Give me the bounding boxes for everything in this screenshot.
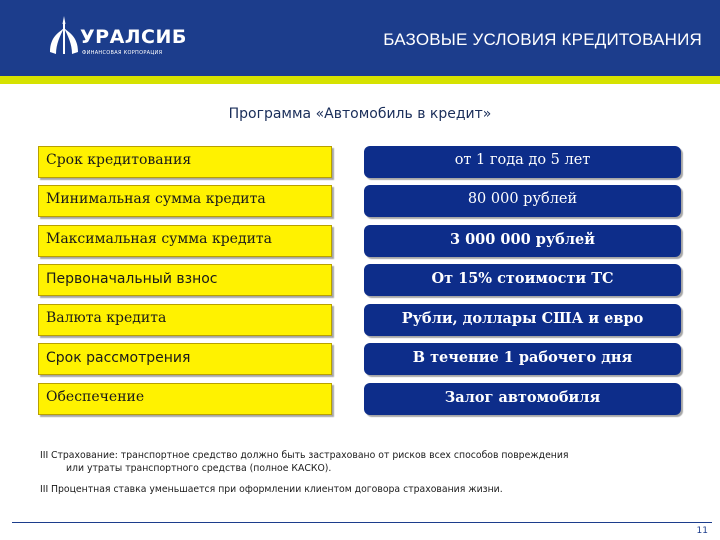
footnote-bullet: III xyxy=(40,484,49,495)
footnote-text: Процентная ставка уменьшается при оформлении клиентом договора страхования жизни. xyxy=(51,484,503,495)
condition-row xyxy=(38,185,682,217)
footnote-text-continued: или утраты транспортного средства (полное КАСКО). xyxy=(66,462,332,474)
condition-value: от 1 года до 5 лет xyxy=(364,146,681,178)
condition-row xyxy=(38,146,682,178)
header-bar xyxy=(0,0,720,76)
condition-value: Залог автомобиля xyxy=(364,383,681,415)
condition-label: Первоначальный взнос xyxy=(38,264,332,296)
condition-row xyxy=(38,304,682,336)
condition-value: Рубли, доллары США и евро xyxy=(364,304,681,336)
condition-label: Валюта кредита xyxy=(38,304,332,336)
page-number: 11 xyxy=(696,526,708,536)
condition-row xyxy=(38,264,682,296)
logo-emblem-icon xyxy=(46,14,82,60)
condition-label: Минимальная сумма кредита xyxy=(38,185,332,217)
header-stripe xyxy=(0,76,720,84)
program-title: Программа «Автомобиль в кредит» xyxy=(228,106,492,122)
condition-label: Срок кредитования xyxy=(38,146,332,178)
condition-value: 80 000 рублей xyxy=(364,185,681,217)
condition-value: От 15% стоимости ТС xyxy=(364,264,681,296)
condition-row xyxy=(38,225,682,257)
condition-label: Срок рассмотрения xyxy=(38,343,332,375)
logo xyxy=(46,14,186,64)
condition-value: В течение 1 рабочего дня xyxy=(364,343,681,375)
condition-row xyxy=(38,383,682,415)
footnote-bullet: III xyxy=(40,450,49,461)
footnotes xyxy=(40,450,690,506)
footnote-insurance xyxy=(40,450,690,475)
footer-divider xyxy=(12,522,712,523)
condition-value: 3 000 000 рублей xyxy=(364,225,681,257)
footnote-text: Страхование: транспортное средство должно быть застраховано от рисков всех способов повреждения xyxy=(51,450,569,461)
condition-label: Обеспечение xyxy=(38,383,332,415)
condition-row xyxy=(38,343,682,375)
page-title: БАЗОВЫЕ УСЛОВИЯ КРЕДИТОВАНИЯ xyxy=(383,30,702,49)
logo-subtitle: ФИНАНСОВАЯ КОРПОРАЦИЯ xyxy=(82,50,163,56)
logo-name: УРАЛСИБ xyxy=(80,26,187,48)
condition-label: Максимальная сумма кредита xyxy=(38,225,332,257)
footnote-interest-rate xyxy=(40,484,690,497)
